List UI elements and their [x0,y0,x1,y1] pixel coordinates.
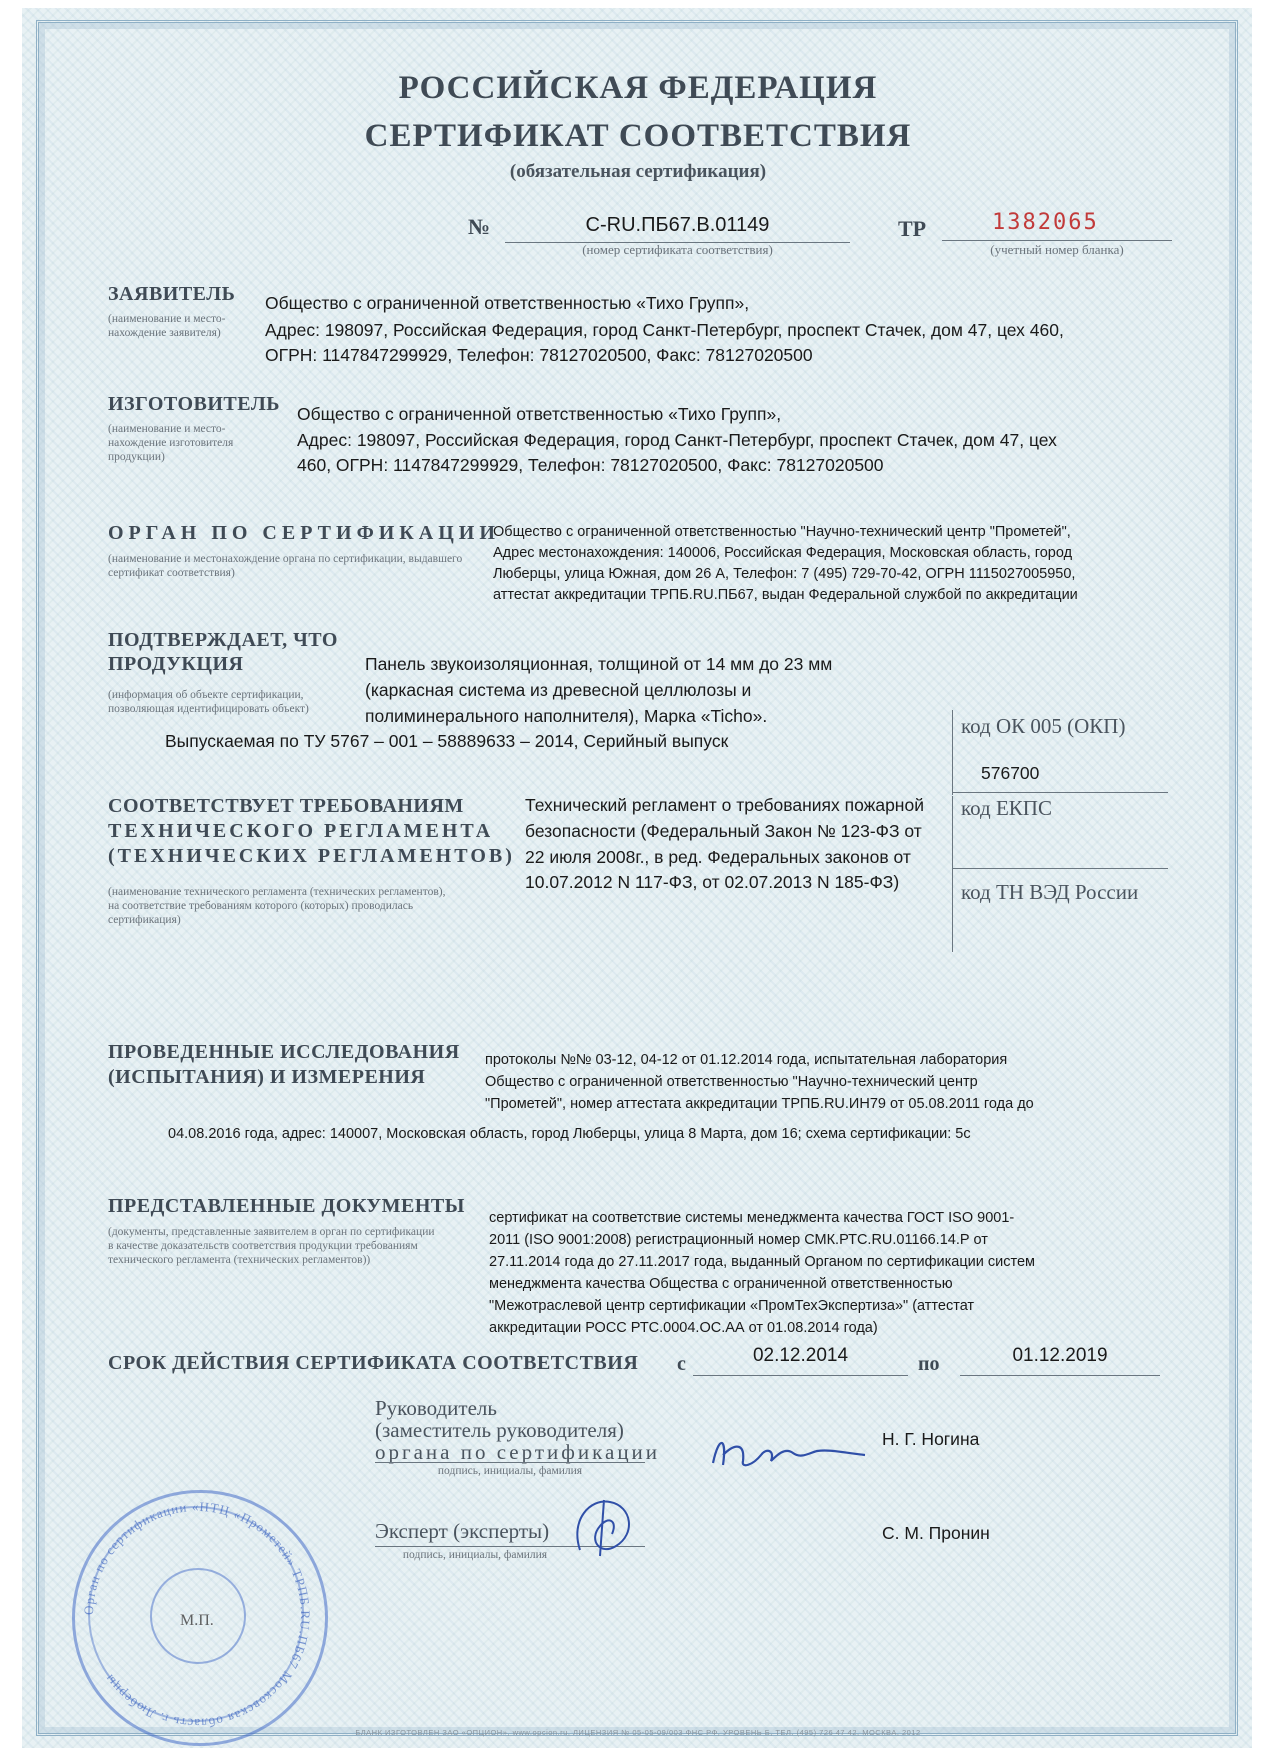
documents-line-2: 2011 (ISO 9001:2008) регистрационный номер СМК.РТС.RU.01166.14.Р от [489,1232,988,1248]
documents-heading: ПРЕДСТАВЛЕННЫЕ ДОКУМЕНТЫ [108,1195,465,1217]
applicant-line-3: ОГРН: 1147847299929, Телефон: 78127020500, Факс: 78127020500 [265,345,813,365]
documents-line-4: менеджмента качества Общества с ограниченной ответственностью [489,1276,953,1292]
validity-from-label: с [677,1353,686,1375]
product-heading-1: ПОДТВЕРЖДАЕТ, ЧТО [108,629,338,651]
head-signatory-name: Н. Г. Ногина [882,1429,980,1449]
tnved-label: код ТН ВЭД России [961,880,1139,904]
regulation-heading-2: ТЕХНИЧЕСКОГО РЕГЛАМЕНТА [108,820,494,842]
regulation-heading-3: (ТЕХНИЧЕСКИХ РЕГЛАМЕНТОВ) [108,845,515,867]
printer-line: БЛАНК ИЗГОТОВЛЕН ЗАО «ОПЦИОН», www.opcion.ru, ЛИЦЕНЗИЯ № 05-05-09/003 ФНС РФ, УРОВЕНЬ Б, ТЕЛ. (495) 726 47 42, МОСКВА, 2012 [355,1728,921,1737]
tests-line-2: Общество с ограниченной ответственностью "Научно-технический центр [485,1074,978,1090]
manufacturer-line-2: Адрес: 198097, Российская Федерация, город Санкт-Петербург, проспект Стачек, дом 47, цех [297,430,1057,450]
documents-line-6: аккредитации РОСС РТС.0004.ОС.АА от 01.08.2014 года) [489,1320,878,1336]
expert-label: Эксперт (эксперты) [375,1519,550,1543]
manufacturer-line-3: 460, ОГРН: 1147847299929, Телефон: 78127020500, Факс: 78127020500 [297,455,884,475]
tr-label: ТР [898,216,927,241]
applicant-heading: ЗАЯВИТЕЛЬ [108,283,236,305]
manufacturer-heading: ИЗГОТОВИТЕЛЬ [108,393,280,415]
product-heading-2: ПРОДУКЦИЯ [108,653,244,675]
blank-number: 1382065 [992,210,1099,235]
okp-box [952,710,1153,795]
head-signatory-hint: подпись, инициалы, фамилия [437,1465,583,1477]
regulation-line-3: 22 июля 2008г., в ред. Федеральных законов от [525,847,911,867]
regulation-hint: (наименование технического регламента (технических регламентов), на соответствие требованиям которого (которых) проводилась сертификация) [108,886,446,926]
stamp-mp-mark: М.П. [180,1612,214,1629]
head-signature [705,1425,875,1480]
product-release-line: Выпускаемая по ТУ 5767 – 001 – 58889633 – 2014, Серийный выпуск [165,731,729,751]
certificate-subtitle: (обязательная сертификация) [509,161,767,182]
head-label-line-1: Руководитель [375,1396,497,1420]
expert-hint: подпись, инициалы, фамилия [402,1549,548,1561]
tests-heading-1: ПРОВЕДЕННЫЕ ИССЛЕДОВАНИЯ [108,1041,460,1063]
manufacturer-hint: (наименование и место-нахождение изготовителя продукции) [108,423,234,463]
product-line-1: Панель звукоизоляционная, толщиной от 14 мм до 23 мм [365,654,833,674]
svg-text:Орган по сертификации «НТЦ «Пр: Орган по сертификации «НТЦ «Прометей» ТРПБ.RU.ПБ67 Московская область г. Люберцы [80,1498,314,1732]
cert-number: C-RU.ПБ67.B.01149 [505,214,850,243]
validity-heading: СРОК ДЕЙСТВИЯ СЕРТИФИКАТА СООТВЕТСТВИЯ [108,1352,639,1374]
product-line-2: (каркасная система из древесной целлюлозы и [365,680,752,700]
regulation-heading-1: СООТВЕТСТВУЕТ ТРЕБОВАНИЯМ [108,795,464,817]
product-line-3: полиминерального наполнителя), Марка «Ticho». [365,706,768,726]
manufacturer-line-1: Общество с ограниченной ответственностью «Тихо Групп», [297,404,782,424]
validity-from: 02.12.2014 [693,1345,908,1376]
tests-heading-2: (ИСПЫТАНИЯ) И ИЗМЕРЕНИЯ [108,1066,426,1088]
blank-number-line [942,208,1172,241]
stamp-ring-text [72,1490,322,1740]
tests-line-1: протоколы №№ 03-12, 04-12 от 01.12.2014 года, испытательная лаборатория [485,1052,1008,1068]
documents-hint: (документы, представленные заявителем в орган по сертификации в качестве доказательств соответствия продукции требованиям технического регламента (технических регламентов)) [108,1226,435,1266]
tnved-box [952,872,1153,952]
regulation-line-1: Технический регламент о требованиях пожарной [525,795,924,815]
cert-body-heading: ОРГАН ПО СЕРТИФИКАЦИИ [108,522,500,544]
head-label-line-2: (заместитель руководителя) [375,1418,624,1442]
regulation-line-2: безопасности (Федеральный Закон № 123-ФЗ от [525,821,922,841]
head-signatory-label [375,1397,660,1463]
applicant-hint: (наименование и место-нахождение заявителя) [108,313,226,339]
okp-value: 576700 [981,763,1040,783]
applicant-line-1: Общество с ограниченной ответственностью «Тихо Групп», [265,293,750,313]
expert-signature [560,1490,650,1565]
validity-to: 01.12.2019 [960,1345,1160,1376]
regulation-line-4: 10.07.2012 N 117-ФЗ, от 02.07.2013 N 185-ФЗ) [525,872,900,892]
documents-line-1: сертификат на соответствие системы менеджмента качества ГОСТ ISO 9001- [489,1210,1015,1226]
certificate-title: СЕРТИФИКАТ СООТВЕТСТВИЯ [364,118,912,154]
number-sign: № [468,214,491,239]
tests-line-4: 04.08.2016 года, адрес: 140007, Московская область, город Люберцы, улица 8 Марта, дом 16; схема сертификации: 5с [168,1126,971,1142]
blank-number-hint: (учетный номер бланка) [990,242,1124,257]
ekps-box [952,796,1153,881]
cert-body-line-1: Общество с ограниченной ответственностью "Научно-технический центр "Прометей", [493,524,1071,540]
validity-to-label: по [918,1353,940,1375]
ekps-label: код ЕКПС [961,796,1052,820]
applicant-line-2: Адрес: 198097, Российская Федерация, город Санкт-Петербург, проспект Стачек, дом 47, цех 460, [265,320,1064,340]
cert-body-line-3: Люберцы, улица Южная, дом 26 А, Телефон: 7 (495) 729-70-42, ОГРН 1115027005950, [493,566,1076,582]
documents-line-3: 27.11.2014 года до 27.11.2017 года, выданный Органом по сертификации систем [489,1254,1035,1270]
country-title: РОССИЙСКАЯ ФЕДЕРАЦИЯ [398,70,878,106]
cert-body-line-2: Адрес местонахождения: 140006, Российская Федерация, Московская область, город [493,545,1073,561]
documents-line-5: "Межотраслевой центр сертификации «ПромТехЭкспертиза»" (аттестат [489,1298,975,1314]
tests-line-3: "Прометей", номер аттестата аккредитации ТРПБ.RU.ИН79 от 05.08.2011 года до [485,1096,1034,1112]
cert-number-hint: (номер сертификата соответствия) [582,242,773,257]
okp-label: код ОК 005 (ОКП) [961,714,1126,738]
cert-body-line-4: аттестат аккредитации ТРПБ.RU.ПБ67, выдан Федеральной службой по аккредитации [493,587,1078,603]
cert-body-hint: (наименование и местонахождение органа по сертификации, выдавшего сертификат соответствия) [108,553,463,579]
product-hint: (информация об объекте сертификации, позволяющая идентифицировать объект) [108,689,309,715]
head-label-line-3: органа по сертификации [375,1440,661,1464]
expert-name: С. М. Пронин [882,1523,990,1543]
